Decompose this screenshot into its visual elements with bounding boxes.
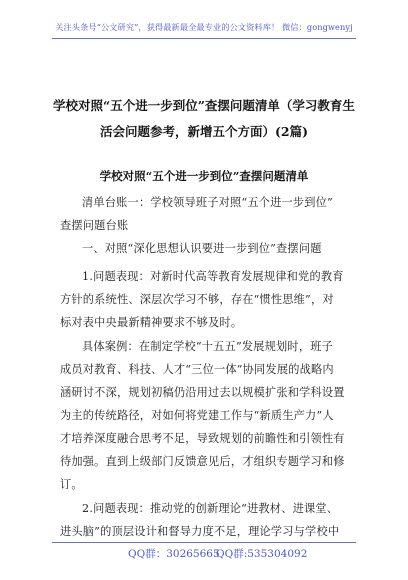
header-divider (52, 38, 356, 39)
body-line: 清单台账一：学校领导班子对照“五个进一步到位” (82, 196, 333, 209)
body-line: 标对表中央最新精神要求不够及时。 (60, 316, 243, 329)
body-line: 涵研讨不深，规划初稿仍沿用过去以规模扩张和学科设置 (60, 386, 345, 399)
body-line: 订。 (60, 478, 83, 491)
body-line: 2.问题表现：推动党的创新理论“进教材、进课堂、 (82, 502, 339, 515)
body-line: 方针的系统性、深层次学习不够，存在“惯性思维”，对 (60, 293, 334, 306)
document-title-line-1: 学校对照“五个进一步到位”查摆问题清单（学习教育生 (53, 98, 355, 113)
document-title-line-2: 活会问题参考，新增五个方面）(2篇) (99, 124, 309, 139)
body-line: 进头脑”的顶层设计和督导力度不足，理论学习与学校中 (60, 525, 340, 538)
section-title: 学校对照“五个进一步到位”查摆问题清单 (99, 169, 309, 183)
body-line: 为主的传统路径，对如何将党建工作与“新质生产力”人 (60, 409, 334, 422)
footer-divider (52, 542, 356, 543)
footer-qq-group-1: QQ群：30265665 (128, 548, 220, 560)
body-line: 待加强。直到上级部门反馈意见后，才组织专题学习和修 (60, 455, 345, 468)
header-banner: 关注头条号“公文研究”，获得最新最全最专业的公文资料库！ 微信：gongwenyj (55, 22, 353, 32)
body-line: 1.问题表现：对新时代高等教育发展规律和党的教育 (82, 270, 344, 283)
body-line: 具体案例：在制定学校“十五五”发展规划时，班子 (82, 340, 333, 353)
footer-qq-group-2: QQ群:535304092 (216, 548, 308, 560)
body-line: 一、对照“深化思想认识要进一步到位”查摆问题 (82, 242, 322, 255)
body-line: 成员对教育、科技、人才“三位一体”协同发展的战略内 (60, 363, 334, 376)
body-line: 查摆问题台账 (60, 219, 129, 232)
body-line: 才培养深度融合思考不足，导致规划的前瞻性和引领性有 (60, 432, 345, 445)
